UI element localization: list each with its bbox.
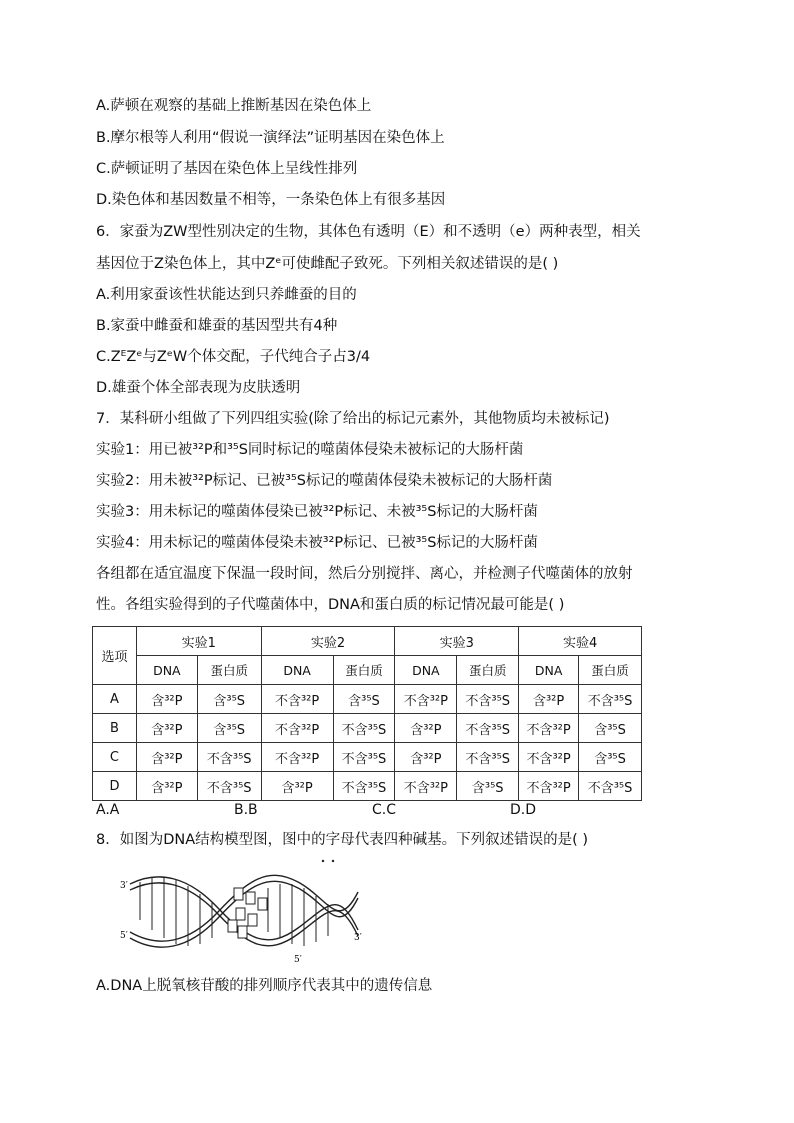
q7-exp1: 实验1：用已被³²P和³⁵S同时标记的噬菌体侵染未被标记的大肠杆菌 xyxy=(96,442,524,458)
label-5prime-bottom-left: 5′ xyxy=(120,931,128,941)
q7-answer-table xyxy=(92,626,642,801)
exp1-header: 实验1 xyxy=(136,627,261,656)
q5-option-a: A.萨顿在观察的基础上推断基因在染色体上 xyxy=(96,98,372,114)
sub-dna: DNA xyxy=(395,656,457,685)
q5-option-d: D.染色体和基因数量不相等，一条染色体上有很多基因 xyxy=(96,192,446,208)
table-cell: 含³²P xyxy=(136,714,197,743)
table-cell: 不含³⁵S xyxy=(333,772,395,801)
table-cell: 不含³²P xyxy=(519,743,579,772)
table-cell: 含³⁵S xyxy=(457,772,519,801)
table-cell: 不含³²P xyxy=(261,685,333,714)
table-cell: 不含³⁵S xyxy=(457,685,519,714)
table-cell: 不含³²P xyxy=(395,685,457,714)
table-cell: 不含³²P xyxy=(261,743,333,772)
sub-protein: 蛋白质 xyxy=(333,656,395,685)
table-cell: 不含³⁵S xyxy=(197,772,261,801)
q6-option-d: D.雄蚕个体全部表现为皮肤透明 xyxy=(96,380,301,396)
sub-protein: 蛋白质 xyxy=(457,656,519,685)
table-cell: 含³²P xyxy=(136,685,197,714)
table-cell: 不含³⁵S xyxy=(333,743,395,772)
table-cell: 含³⁵S xyxy=(579,743,642,772)
exp3-header: 实验3 xyxy=(395,627,519,656)
table-cell: 含³⁵S xyxy=(197,685,261,714)
answer-option-d: D.D xyxy=(510,802,537,818)
table-cell: 含³⁵S xyxy=(579,714,642,743)
table-cell: 含³²P xyxy=(395,714,457,743)
table-cell: 不含³²P xyxy=(519,772,579,801)
q7-desc-line1: 各组都在适宜温度下保温一段时间，然后分别搅拌、离心，并检测子代噬菌体的放射 xyxy=(96,566,633,582)
table-cell: 不含³²P xyxy=(519,714,579,743)
q7-exp3: 实验3：用未标记的噬菌体侵染已被³²P标记、未被³⁵S标记的大肠杆菌 xyxy=(96,504,538,520)
answer-option-c: C.C xyxy=(372,802,397,818)
sub-protein: 蛋白质 xyxy=(197,656,261,685)
sub-dna: DNA xyxy=(136,656,197,685)
table-cell: 含³²P xyxy=(519,685,579,714)
table-cell: 含³²P xyxy=(136,772,197,801)
row-label: C xyxy=(93,743,137,772)
table-cell: 不含³²P xyxy=(395,772,457,801)
table-row xyxy=(93,714,642,743)
q5-option-b: B.摩尔根等人利用“假说一演绎法”证明基因在染色体上 xyxy=(96,130,445,146)
table-cell: 不含³⁵S xyxy=(579,772,642,801)
q7-answer-options xyxy=(96,802,656,822)
label-3prime-right: 3′ xyxy=(354,933,362,943)
dna-double-helix-figure xyxy=(118,858,388,968)
table-row xyxy=(93,743,642,772)
option-header: 选项 xyxy=(93,627,137,685)
table-cell: 含³²P xyxy=(136,743,197,772)
row-label: D xyxy=(93,772,137,801)
sub-dna: DNA xyxy=(261,656,333,685)
row-label: B xyxy=(93,714,137,743)
exp4-header: 实验4 xyxy=(519,627,642,656)
q8-stem: 8．如图为DNA结构模型图，图中的字母代表四种碱基。下列叙述错误的是( ) xyxy=(96,832,589,848)
table-cell: 含³²P xyxy=(395,743,457,772)
answer-option-a: A.A xyxy=(96,802,120,818)
table-row xyxy=(93,772,642,801)
q7-desc-line2: 性。各组实验得到的子代噬菌体中，DNA和蛋白质的标记情况最可能是( ) xyxy=(96,597,565,613)
table-cell: 含³⁵S xyxy=(333,685,395,714)
table-cell: 不含³⁵S xyxy=(457,743,519,772)
q6-stem-line1: 6．家蚕为ZW型性别决定的生物，其体色有透明（E）和不透明（e）两种表型，相关 xyxy=(96,224,641,240)
sub-dna: DNA xyxy=(519,656,579,685)
table-row xyxy=(93,685,642,714)
q6-stem-line2: 基因位于Z染色体上，其中Zᵉ可使雌配子致死。下列相关叙述错误的是( ) xyxy=(96,256,559,272)
labeled-bases xyxy=(228,888,267,938)
table-cell: 不含³⁵S xyxy=(579,685,642,714)
table-cell: 含³⁵S xyxy=(197,714,261,743)
label-3prime-top-left: 3′ xyxy=(120,881,128,891)
table-cell: 不含³⁵S xyxy=(333,714,395,743)
q5-option-c: C.萨顿证明了基因在染色体上呈线性排列 xyxy=(96,161,358,177)
q6-option-c: C.ZᴱZᵉ与ZᵉW个体交配，子代纯合子占3/4 xyxy=(96,349,371,365)
q7-exp2: 实验2：用未被³²P标记、已被³⁵S标记的噬菌体侵染未被标记的大肠杆菌 xyxy=(96,473,553,489)
q6-option-b: B.家蚕中雌蚕和雄蚕的基因型共有4种 xyxy=(96,318,338,334)
q8-option-a: A.DNA上脱氧核苷酸的排列顺序代表其中的遗传信息 xyxy=(96,978,433,994)
answer-option-b: B.B xyxy=(234,802,258,818)
exp2-header: 实验2 xyxy=(261,627,395,656)
table-cell: 不含³⁵S xyxy=(457,714,519,743)
row-label: A xyxy=(93,685,137,714)
table-cell: 含³²P xyxy=(261,772,333,801)
table-cell: 不含³²P xyxy=(261,714,333,743)
sub-protein: 蛋白质 xyxy=(579,656,642,685)
table-cell: 不含³⁵S xyxy=(197,743,261,772)
label-5prime-bottom: 5′ xyxy=(294,955,302,965)
q6-option-a: A.利用家蚕该性状能达到只养雌蚕的目的 xyxy=(96,287,357,303)
q7-exp4: 实验4：用未标记的噬菌体侵染未被³²P标记、已被³⁵S标记的大肠杆菌 xyxy=(96,535,538,551)
q7-stem: 7．某科研小组做了下列四组实验(除了给出的标记元素外，其他物质均未被标记) xyxy=(96,411,610,427)
